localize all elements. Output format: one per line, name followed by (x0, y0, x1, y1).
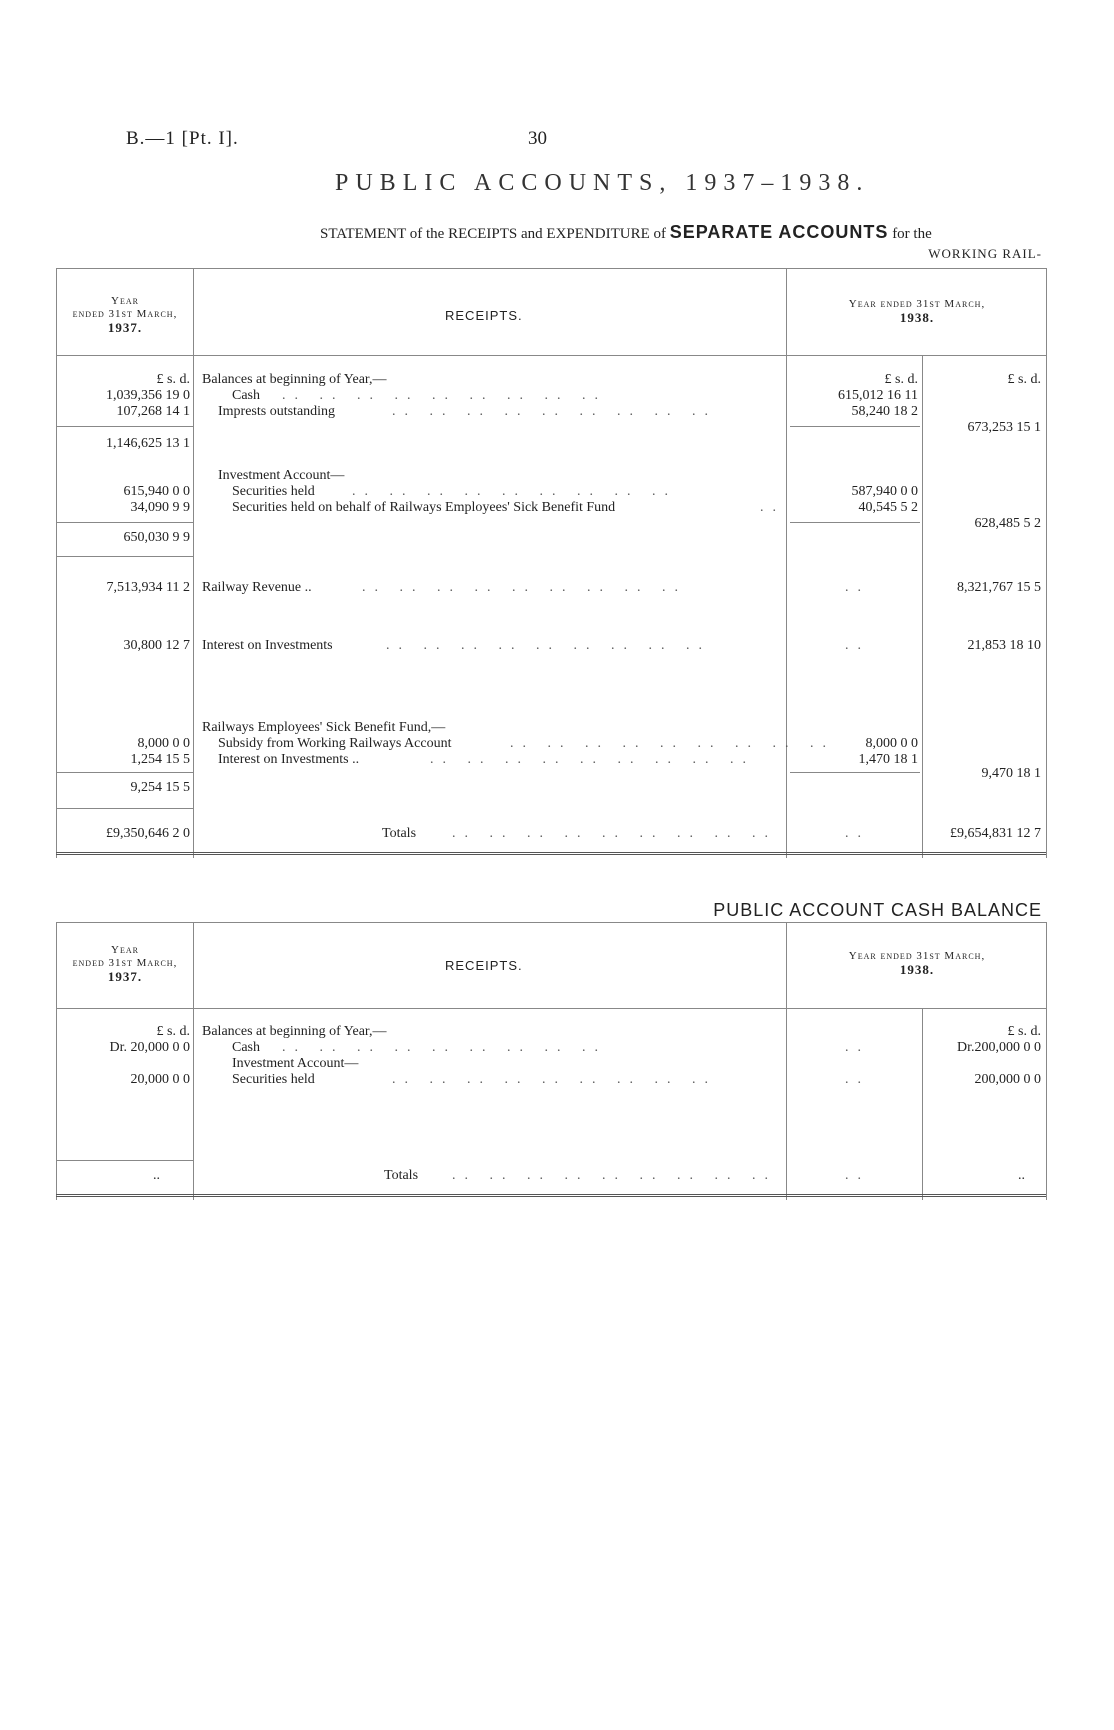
t2-sec-held-prev: 20,000 0 0 (130, 1072, 190, 1087)
sec-sick-label: Securities held on behalf of Railways Employees' Sick Benefit Fund (232, 500, 616, 515)
statement-pre: STATEMENT of the RECEIPTS and EXPENDITURE of (320, 226, 670, 242)
col-cur-l1: Year ended 31st March, (848, 298, 986, 310)
t2-sec-held-cur: 200,000 0 0 (974, 1072, 1041, 1087)
col-prev-year-header (58, 295, 192, 334)
page-number: 30 (528, 128, 547, 149)
investment-label: Investment Account— (218, 468, 345, 483)
railway-revenue-dots: .. .. .. .. .. .. .. .. .. (362, 580, 687, 595)
statement-post: for the (888, 226, 932, 242)
t2-col-prev-l3: 1937. (107, 969, 143, 984)
railway-revenue-prev: 7,513,934 11 2 (106, 580, 190, 595)
t2-col-prev-l2: ended 31st March, (72, 957, 178, 969)
interest-prev: 30,800 12 7 (123, 638, 190, 653)
t2-balances-label: Balances at beginning of Year,— (202, 1024, 387, 1039)
sec-sick-prev: 34,090 9 9 (130, 500, 190, 515)
sec-held-label: Securities held (232, 484, 315, 499)
totals-cur-leader: .. (845, 826, 870, 841)
totals-cur: £9,654,831 12 7 (950, 826, 1041, 841)
statement-separate-accounts: SEPARATE ACCOUNTS (669, 222, 889, 242)
cash-dots: .. .. .. .. .. .. .. .. .. (282, 388, 607, 403)
t2-cash-cur: Dr.200,000 0 0 (957, 1040, 1041, 1055)
cash-cur: 615,012 16 11 (838, 388, 918, 403)
statement-heading (320, 222, 932, 243)
t2-col-prev-l1: Year (111, 944, 139, 956)
cash-label: Cash (232, 388, 260, 403)
t2-sec-held-label: Securities held (232, 1072, 315, 1087)
sick-cur-total: 9,470 18 1 (981, 766, 1041, 781)
railway-revenue-cur: 8,321,767 15 5 (957, 580, 1041, 595)
t2-sec-held-dots: .. .. .. .. .. .. .. .. .. (392, 1072, 717, 1087)
continued-heading: WORKING RAIL- (928, 246, 1042, 261)
interest-cur: 21,853 18 10 (967, 638, 1041, 653)
railway-revenue-label: Railway Revenue .. (202, 580, 312, 595)
imprests-dots: .. .. .. .. .. .. .. .. .. (392, 404, 717, 419)
balances-cur-total: 673,253 15 1 (967, 420, 1041, 435)
interest-cur-leader: .. (845, 638, 870, 653)
sick-interest-cur: 1,470 18 1 (858, 752, 918, 767)
subsidy-prev: 8,000 0 0 (137, 736, 190, 751)
t2-cash-label: Cash (232, 1040, 260, 1055)
col-prev-l2: ended 31st March, (72, 308, 178, 320)
subsidy-label: Subsidy from Working Railways Account (218, 736, 452, 751)
t2-sec-held-cur-leader: .. (845, 1072, 870, 1087)
subsidy-dots: .. .. .. .. .. .. .. .. .. (510, 736, 835, 751)
investment-prev-total: 650,030 9 9 (123, 530, 190, 545)
sec-held-prev: 615,940 0 0 (123, 484, 190, 499)
sick-prev-total: 9,254 15 5 (130, 780, 190, 795)
cash-prev: 1,039,356 19 0 (106, 388, 190, 403)
col-receipts-header: RECEIPTS. (445, 308, 523, 323)
col-cur-year-header (788, 298, 1046, 324)
t2-cash-cur-leader: .. (845, 1040, 870, 1055)
t2-totals-cur: .. (1018, 1168, 1025, 1183)
page-reference: B.—1 [Pt. I]. (126, 128, 239, 149)
balances-label: Balances at beginning of Year,— (202, 372, 387, 387)
totals-dots: .. .. .. .. .. .. .. .. .. (452, 826, 777, 841)
t2-unit-cur: £ s. d. (1007, 1024, 1041, 1039)
imprests-label: Imprests outstanding (218, 404, 336, 419)
imprests-prev: 107,268 14 1 (116, 404, 190, 419)
investment-cur-total: 628,485 5 2 (974, 516, 1041, 531)
interest-label: Interest on Investments (202, 638, 333, 653)
sec-held-dots: .. .. .. .. .. .. .. .. .. (352, 484, 677, 499)
t2-col-prev-year-header (58, 944, 192, 983)
t2-col-cur-year-header (788, 950, 1046, 976)
subsidy-cur: 8,000 0 0 (865, 736, 918, 751)
totals-prev: £9,350,646 2 0 (106, 826, 190, 841)
t2-cash-dots: .. .. .. .. .. .. .. .. .. (282, 1040, 607, 1055)
t2-cash-prev: Dr. 20,000 0 0 (109, 1040, 190, 1055)
t2-totals-dots: .. .. .. .. .. .. .. .. .. (452, 1168, 777, 1183)
t2-col-cur-l2: 1938. (899, 962, 935, 977)
unit-prev: £ s. d. (156, 372, 190, 387)
totals-label: Totals (382, 826, 417, 841)
sec-sick-dots: .. (760, 500, 785, 515)
page-title: PUBLIC ACCOUNTS, 1937–1938. (335, 170, 870, 196)
col-prev-l3: 1937. (107, 320, 143, 335)
sick-interest-label: Interest on Investments .. (218, 752, 360, 767)
t2-investment-label: Investment Account— (232, 1056, 359, 1071)
unit-cur1: £ s. d. (884, 372, 918, 387)
sick-interest-dots: .. .. .. .. .. .. .. .. .. (430, 752, 755, 767)
t2-col-cur-l1: Year ended 31st March, (848, 950, 986, 962)
sick-interest-prev: 1,254 15 5 (130, 752, 190, 767)
t2-totals-cur-leader: .. (845, 1168, 870, 1183)
balances-prev-total: 1,146,625 13 1 (106, 436, 190, 451)
t2-totals-label: Totals (384, 1168, 419, 1183)
t2-unit-prev: £ s. d. (156, 1024, 190, 1039)
cash-balance-heading: PUBLIC ACCOUNT CASH BALANCE (713, 900, 1042, 920)
imprests-cur: 58,240 18 2 (851, 404, 918, 419)
sec-held-cur: 587,940 0 0 (851, 484, 918, 499)
railway-revenue-cur-leader: .. (845, 580, 870, 595)
unit-cur2: £ s. d. (1007, 372, 1041, 387)
col-cur-l2: 1938. (899, 310, 935, 325)
sec-sick-cur: 40,545 5 2 (858, 500, 918, 515)
t2-totals-prev: .. (153, 1168, 160, 1183)
sick-fund-label: Railways Employees' Sick Benefit Fund,— (202, 720, 446, 735)
interest-dots: .. .. .. .. .. .. .. .. .. (386, 638, 711, 653)
t2-col-receipts-header: RECEIPTS. (445, 958, 523, 973)
col-prev-l1: Year (111, 295, 139, 307)
